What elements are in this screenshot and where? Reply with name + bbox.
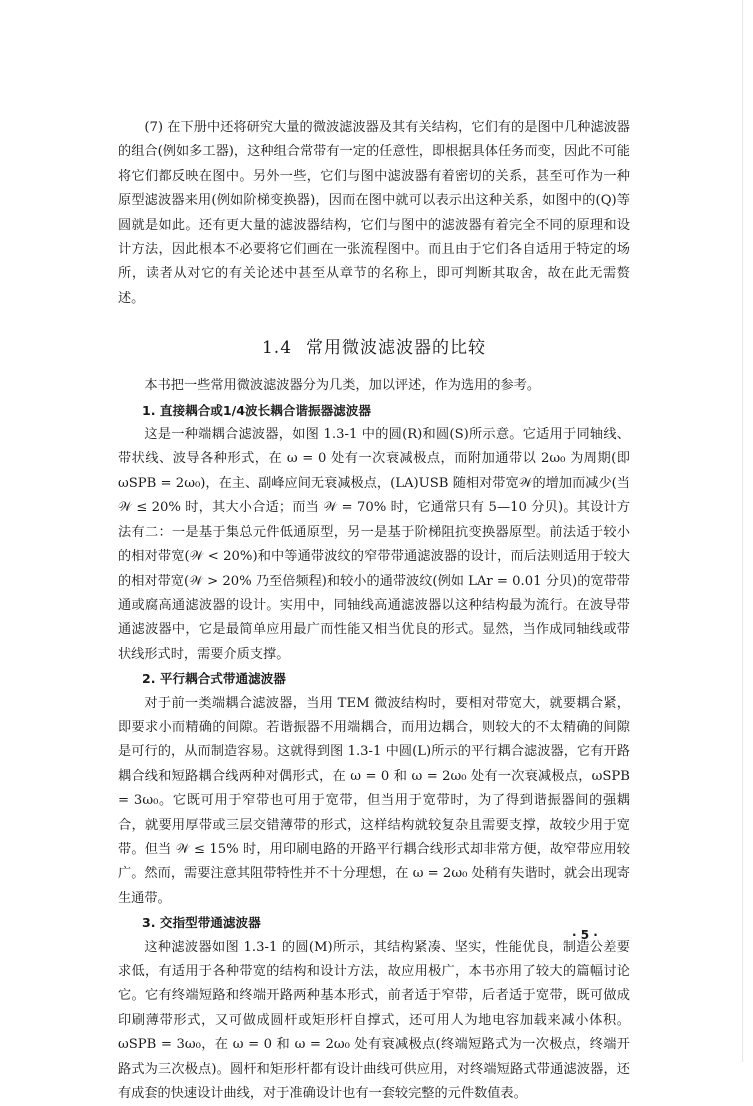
subsection-3-heading: 3. 交指型带通滤波器 bbox=[142, 915, 261, 931]
paragraph-7: (7) 在下册中还将研究大量的微波滤波器及其有关结构，它们有的是图中几种滤波器的组合(例如多工器)，这种组合常带有一定的任意性，即根据具体任务而变，因此不可能将它们都反映在图中。另外一些，它们与图中滤波器有着密切的关系，甚至可作为一种原型滤波器来用(例如阶梯变换器)，因而在图中就可以表示出这种关系，如图中的(Q)等圆就是如此。还有更大量的滤波器结构，它们与图中的滤波器有着完全不同的原理和设计方法，因此根本不必要将它们画在一张流程图中。而且由于它们各自适用于特定的场所，读者从对它的有关论述中甚至从章节的名称上，即可判断其取舍，故在此无需赘述。 bbox=[118, 120, 630, 306]
page-body bbox=[118, 116, 630, 1106]
subsection-1-heading: 1. 直接耦合或1/4波长耦合谐振器滤波器 bbox=[142, 402, 371, 418]
page-number: · 5 · bbox=[572, 928, 598, 942]
scan-edge-line bbox=[742, 0, 743, 1062]
section-title: 常用微波滤波器的比较 bbox=[306, 338, 487, 359]
subsection-2-paragraph: 对于前一类端耦合滤波器，当用 TEM 微波结构时，要相对带宽大，就要耦合紧，即要求小而精确的间隙。若谐振器不用端耦合，而用边耦合，则较大的不太精确的间隙是可行的，从而制造容易。这就得到图 1.3-1 中圆(L)所示的平行耦合滤波器，它有开路耦合线和短路耦合线两种对偶形式，在 ω = 0 和 ω = 2ω₀ 处有一次衰减极点，ωSPB = 3ω₀。它既可用于窄带也可用于宽带，但当用于宽带时，为了得到谐振器间的强耦合，就要用厚带或三层交错薄带的形式，这样结构就较复杂且需要支撑，故较少用于宽带。但当 𝒲 ≤ 15% 时，用印刷电路的开路平行耦合线形式却非常方便，故窄带应用较广。然而，需要注意其阻带特性并不十分理想，在 ω = 2ω₀ 处稍有失谐时，就会出现寄生通带。 bbox=[118, 695, 630, 906]
subsection-1-paragraph: 这是一种端耦合滤波器，如图 1.3-1 中的圆(R)和圆(S)所示意。它适用于同轴线、带状线、波导各种形式，在 ω = 0 处有一次衰减极点，而附加通带以 2ω₀ 为周期(即 ωSPB = 2ω₀)，在主、副峰应间无衰减极点，(LA)USB 随相对带宽𝒲的增加而减少(当 𝒲 ≤ 20% 时，其大小合适；而当 𝒲 = 70% 时，它通常只有 5—10 分贝)。其设计方法有二：一是基于集总元件低通原型，另一是基于阶梯阻抗变换器原型。前法适于较小的相对带宽(𝒲 < 20%)和中等通带波纹的窄带带通滤波器的设计，而后法则适用于较大的相对带宽(𝒲 > 20% 乃至倍频程)和较小的通带波纹(例如 LAr = 0.01 分贝)的宽带带通或腐高通滤波器的设计。实用中，同轴线高通滤波器以这种结构最为流行。在波导带通滤波器中，它是最简单应用最广而性能又相当优良的形式。显然，当作成同轴线或带状线形式时，需要介质支撑。 bbox=[118, 427, 630, 662]
section-intro: 本书把一些常用微波滤波器分为几类，加以评述，作为选用的参考。 bbox=[144, 378, 541, 394]
subsection-2-heading: 2. 平行耦合式带通滤波器 bbox=[142, 671, 286, 687]
section-heading bbox=[118, 333, 630, 358]
section-number: 1.4 bbox=[261, 338, 293, 359]
subsection-3-paragraph: 这种滤波器如图 1.3-1 的圆(M)所示，其结构紧凑、坚实，性能优良，制造公差要求低，有适用于各种带宽的结构和设计方法，故应用极广，本书亦用了较大的篇幅讨论它。它有终端短路和终端开路两种基本形式，前者适于窄带，后者适于宽带，既可做成印刷薄带形式，又可做成圆杆或矩形杆自撑式，还可用人为地电容加载来减小体积。ωSPB = 3ω₀，在 ω = 0 和 ω = 2ω₀ 处有衰减极点(终端短路式为一次极点，终端开路式为三次极点)。圆杆和矩形杆都有设计曲线可供应用，对终端短路式带通滤波器，还有成套的快速设计曲线，对于准确设计也有一套较完整的元件数值表。 bbox=[118, 939, 630, 1102]
